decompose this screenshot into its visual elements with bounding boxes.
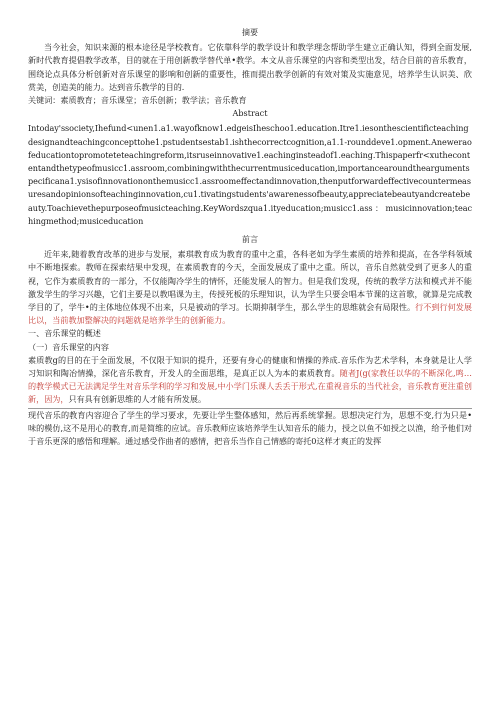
abstract-cn-title: 摘要 (241, 27, 259, 37)
abstract-en-title: Abstract (232, 108, 268, 119)
section1-paragraph-1-end: 只有具有创新思维的人才能有所发展。 (68, 394, 207, 405)
section1-subheading: （一）音乐课堂的内容 (28, 341, 109, 352)
preface-body (28, 248, 472, 327)
abstract-cn-keywords: 关键词：素质教育；音乐课堂；音乐创新；教学法；音乐教育 (28, 95, 247, 106)
section1-paragraph-1-red-text: 随者J(g(家教任以华的不断深化,鸣…的教学模式已无法满足学生对音乐学利的学习和发展,中小学门乐课人丢丢于形式,在重视音乐的当代社会，音乐教育更注重创新，因为， (28, 368, 472, 405)
preface-title: 前言 (241, 234, 259, 245)
section1-heading: 一、音乐课堂的概述 (28, 328, 101, 339)
section1-paragraph-1 (28, 354, 472, 407)
abstract-en-body: Intoday'ssociety,Ihefund<unen1.a1.wayofknow1.edgeisIheschoo1.education.Itre1.iesonthescientificteachingdesignandteachingconcepttohe1.pstudentsestab1.ishthecorrectcognition,a1.1-rounddeve1.opment.Aneweraofeducationtopromoteteteachingreform,itsruseinnovative1.eachinginsteadof1.eaching.Thispaperfr<xuthecontentandthetypeofmusicc1.assroom,combiningwiththecurrentmusiceducation,importancearoundtheargumentspecificana1.ysisofinnovationonthemusicc1.assroomeffectandinnovation,thenputforwardeffectivecountermeasuresandopinionsofteachinginnovation,cu1.tivatingstudents'awarenessofbeauty,appreciatebeautyandcreatebeauty.Toachievethepurposeofmusicteaching.KeyWordszqua1.ityeducation;musicc1.ass：musicinnovation;teachingmethod;musiceducation (28, 123, 472, 226)
section1-paragraph-1-text: 素质教g的目的在于全面发展，不仅限于知识的提升，还要有身心的健康和情操的养成.音乐作为艺术学科，本身就是让人学习知识和陶冶情操，深化音乐教育，开发人的全面思维，是真正以人为本的素质教育。 (28, 354, 472, 379)
abstract-cn-body: 当今社会，知识来源的根本途径是学校教育。它依靠科学的教学设计和教学理念帮助学生建立正确认知，得到全面发展,新时代教育提倡教学改革，目的就在于用创新教学替代单•教学。本文从音乐课堂的内容和类型出发，结合目前的音乐教育，围绕论点具体分析创新对音乐课堂的影响和创新的重要性，推而提出教学创新的有效对策及实施意见，培养学生认识美、欣赏美，创造美的能力。达到音乐教学的目的. (28, 42, 472, 92)
preface-body-text: 近年来,随着教育改革的进步与发展，素琪教育成为教育的重中之重，各科老如为学生素质的培养和提高，在各学科领域中不断地探索。教师在探索结果中发现，在素质教育的今天，全面发展成了重中之重。所以，音乐自然就受到了更多人的重视，它作为素质教育的一部分，不仅能陶冷学生的情怀，还能发展人的智力。但是我们发现，传统的教学方法和模式并不能激发学生的学习兴趣，它们主要是以教唱课为主，传授死板的乐理知识，认为学生只要会唱本节课的这首歌，就算是完成教学目的了，学牛•的主体地位体现不出来，只是被动的学习。长期抑制学生，那么学生的思维就会有局限性。 (28, 249, 472, 313)
preface-body-red-text: 行不到行何发展比以，当前教加整解决的问题就是培养学生的创新能力。 (28, 302, 472, 326)
section1-paragraph-2: 现代音乐的教育内容迎合了学生的学习要求，先要让学生整体感知，然后再系统掌握。思想决定行为，思想不变,行为只是•味的模仿,这不是用心的教育,而是简维的应试。音乐教师应该培养学生认知音乐的能力，授之以鱼不如授之以渔，给予他们对于音乐更深的感悟和理解。通过感受作曲者的感情，把音乐当作自己情感的寄托0这样才爽正的发挥 (28, 409, 472, 447)
